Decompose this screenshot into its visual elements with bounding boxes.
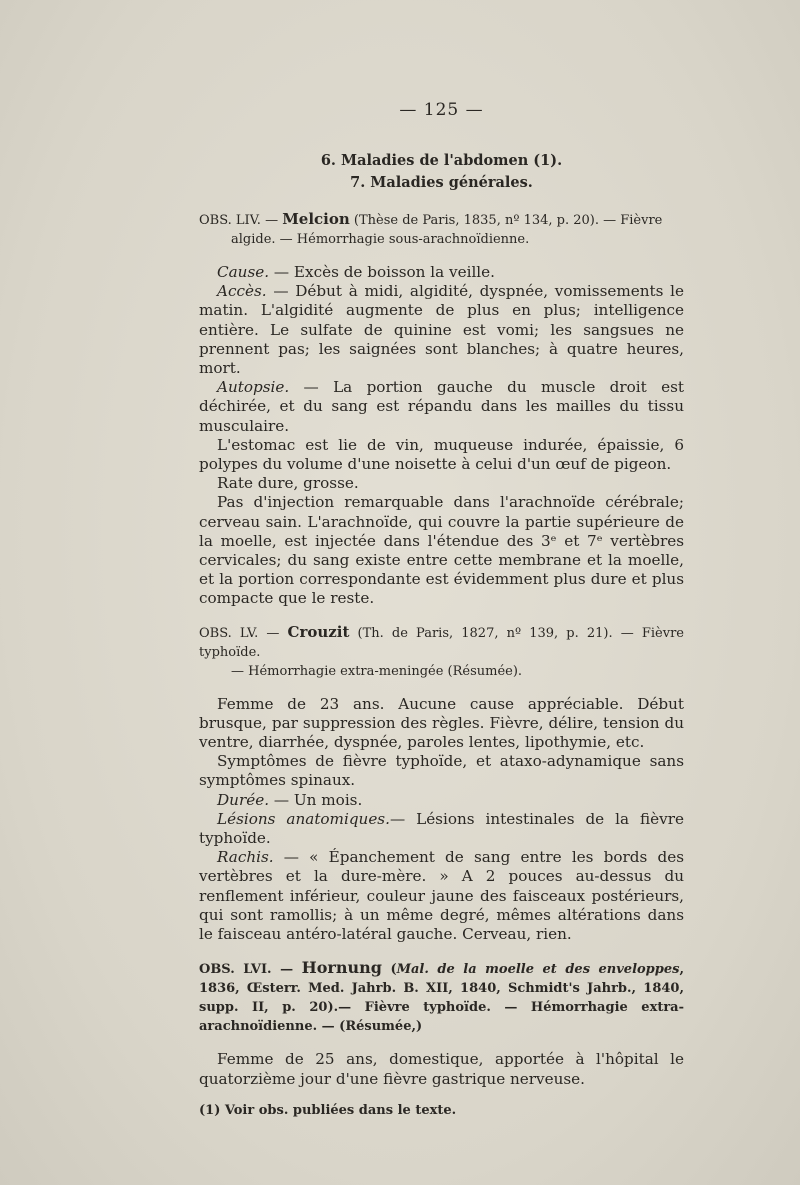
obs-55-prefix: OBS. LV. — — [199, 625, 288, 641]
obs-55-rachis — [199, 848, 684, 944]
label-rachis: Rachis. — [217, 848, 274, 867]
page-number: — 125 — — [399, 100, 484, 120]
obs-55-ref: (Th. de Paris, 1827, nº 139, p. 21). — Fièvre typhoïde. — [199, 625, 684, 660]
obs-54-rate: Rate dure, grosse. — [217, 474, 359, 493]
obs-54-autopsie — [199, 378, 684, 436]
obs-54-cause — [199, 263, 684, 282]
page-content — [199, 100, 684, 1131]
obs-56-ref: , 1836, Œsterr. Med. Jahrb. B. XII, 1840, Schmidt's Jahrb., 1840, supp. II, p. 20).— Fièvre typhoïde. — Hémorrhagie extra-arachnoïdienne. — (Résumée,) — [199, 962, 684, 1035]
obs-56-header: OBS. LVI. — Hornung (Mal. de la moelle et des enveloppes, 1836, Œsterr. Med. Jahrb. B. XII, 1840, Schmidt's Jahrb., 1840, supp. II, p. 20).— Fièvre typhoïde. — Hémorrhagie extra-arachnoïdienne. — (Résumée,) — [199, 958, 684, 1035]
label-cause: Cause. — [217, 263, 270, 281]
obs-54-prefix: OBS. LIV. — — [199, 213, 283, 228]
label-lesions: Lésions anatomiques. — [217, 809, 390, 828]
obs-56-prefix: OBS. LVI. — — [199, 962, 302, 978]
obs-54-author: Melcion — [282, 210, 350, 228]
obs-55-symptomes: Symptômes de fièvre typhoïde, et ataxo-adynamique sans symptômes spinaux. — [199, 752, 684, 790]
footnote: (1) Voir obs. publiées dans le texte. — [199, 1102, 457, 1118]
label-autopsie: Autopsie. — [217, 378, 290, 397]
section-heading-6: 6. Maladies de l'abdomen (1). — [320, 152, 563, 169]
obs-56-ref-title: Mal. de la moelle et des enveloppes — [396, 962, 680, 978]
label-acces: Accès. — [217, 282, 267, 301]
obs-55-header — [199, 623, 684, 681]
obs-55-duree — [199, 791, 684, 810]
obs-55-ref-2: — Hémorrhagie extra-meningée (Résumée). — [231, 663, 523, 679]
obs-54-header — [199, 210, 684, 249]
obs-56-femme: Femme de 25 ans, domestique, apportée à l'hôpital le quatorzième jour d'une fièvre gastrique nerveuse. — [199, 1050, 684, 1088]
obs-54-acces-text: — Début à midi, algidité, dyspnée, vomissements le matin. L'algidité augmente de plus en plus; intelligence entière. Le sulfate de quinine est vomi; les sangsues ne prennent pas; les saignées sont blanches; à quatre heures, mort. — [199, 282, 684, 378]
obs-55-author: Crouzit — [287, 622, 350, 641]
obs-54-acces — [199, 282, 684, 378]
obs-55-lesions-text: — Lésions intestinales de la fièvre typhoïde. — [199, 809, 684, 848]
obs-55-lesions — [199, 810, 684, 848]
obs-54-autopsie-text: — La portion gauche du muscle droit est déchirée, et du sang est répandu dans les mailles du tissu musculaire. — [199, 378, 684, 435]
obs-54-ref: (Thèse de Paris, 1835, nº 134, p. 20). — Fièvre — [349, 213, 663, 228]
label-duree: Durée. — [217, 790, 270, 809]
obs-54-cause-text: — Excès de boisson la veille. — [269, 263, 495, 281]
obs-55-rachis-text: — « Épanchement de sang entre les bords des vertèbres et la dure-mère. » A 2 pouces au-dessus du renflement inférieur, couleur jaune des faisceaux postérieurs, qui sont ramollis; à un même degré, mêmes altérations dans le faisceau antéro-latéral gauche. Cerveau, rien. — [199, 848, 684, 944]
section-heading-7: 7. Maladies générales. — [350, 174, 533, 191]
obs-54-ref-2: algide. — Hémorrhagie sous-arachnoïdienne. — [231, 232, 530, 247]
obs-54-injection: Pas d'injection remarquable dans l'arachnoïde cérébrale; cerveau sain. L'arachnoïde, qui couvre la partie supérieure de la moelle, est injectée dans l'étendue des 3ᵉ et 7ᵉ vertèbres cervicales; du sang existe entre cette membrane et la moelle, et la portion correspondante est évidemment plus dure et plus compacte que le reste. — [199, 493, 684, 608]
obs-55-femme: Femme de 23 ans. Aucune cause appréciable. Début brusque, par suppression des règles. Fièvre, délire, tension du ventre, diarrhée, dyspnée, paroles lentes, lipothymie, etc. — [199, 694, 684, 752]
obs-56-author: Hornung — [301, 958, 382, 978]
obs-54-estomac: L'estomac est lie de vin, muqueuse indurée, épaissie, 6 polypes du volume d'une noisette à celui d'un œuf de pigeon. — [199, 435, 684, 474]
obs-55-duree-text: — Un mois. — [269, 790, 363, 809]
